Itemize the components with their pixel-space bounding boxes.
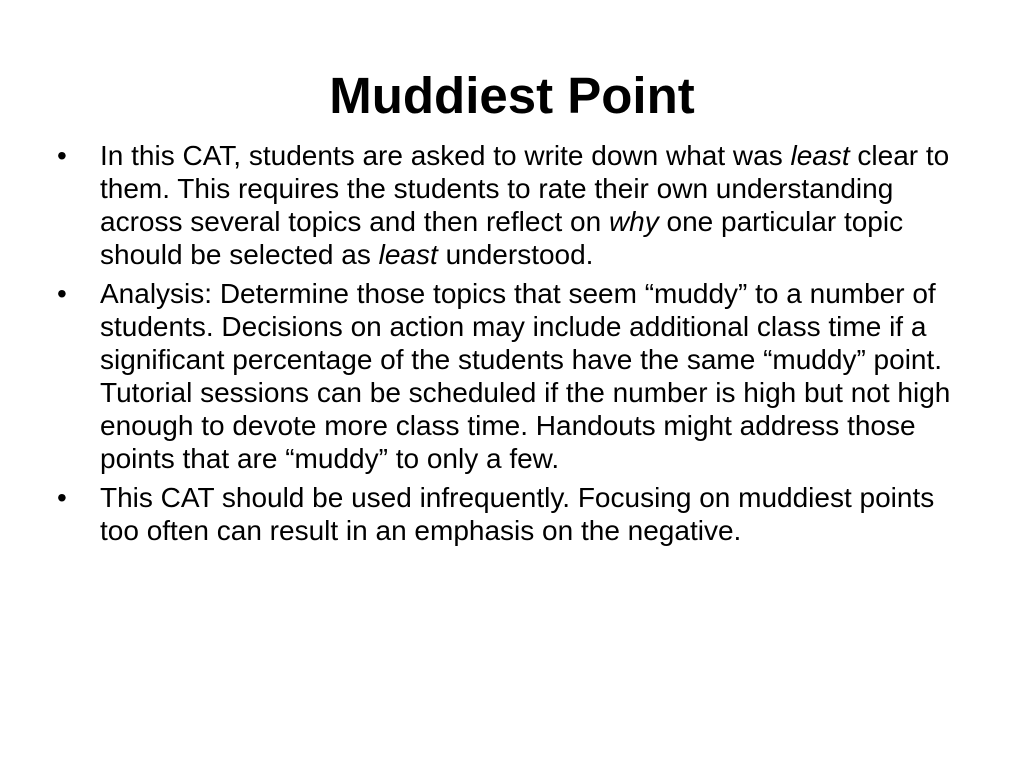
slide-title: Muddiest Point: [329, 67, 695, 124]
bullet-text-segment: clear to them. This requires the students to rate their own understanding across several topics and then reflect on: [100, 140, 950, 237]
bullet-item-3: [57, 481, 977, 547]
bullet-text-emphasis: least: [378, 239, 438, 270]
bullet-marker: •: [57, 482, 67, 513]
bullet-text-emphasis: why: [608, 206, 659, 237]
bullet-text-segment: This CAT should be used infrequently. Focusing on muddiest points too often can result in an emphasis on the negative.: [100, 482, 935, 546]
bullet-item-2: [57, 277, 977, 475]
bullet-text-segment: understood.: [437, 239, 594, 270]
bullet-text-segment: Analysis: Determine those topics that seem “muddy” to a number of students. Decisions on action may include additional class time if a significant percentage of the students have the same “muddy” point. Tutorial sessions can be scheduled if the number is high but not high enough to devote more class time. Handouts might address those points that are “muddy” to only a few.: [100, 278, 951, 474]
bullet-marker: •: [57, 140, 67, 171]
bullet-marker: •: [57, 278, 67, 309]
bullet-text-segment: In this CAT, students are asked to write down what was: [100, 140, 791, 171]
bullet-list: [57, 139, 977, 553]
bullet-text-emphasis: least: [790, 140, 850, 171]
bullet-item-1: [57, 139, 977, 271]
bullet-text-segment: one particular topic should be selected as: [100, 206, 904, 270]
